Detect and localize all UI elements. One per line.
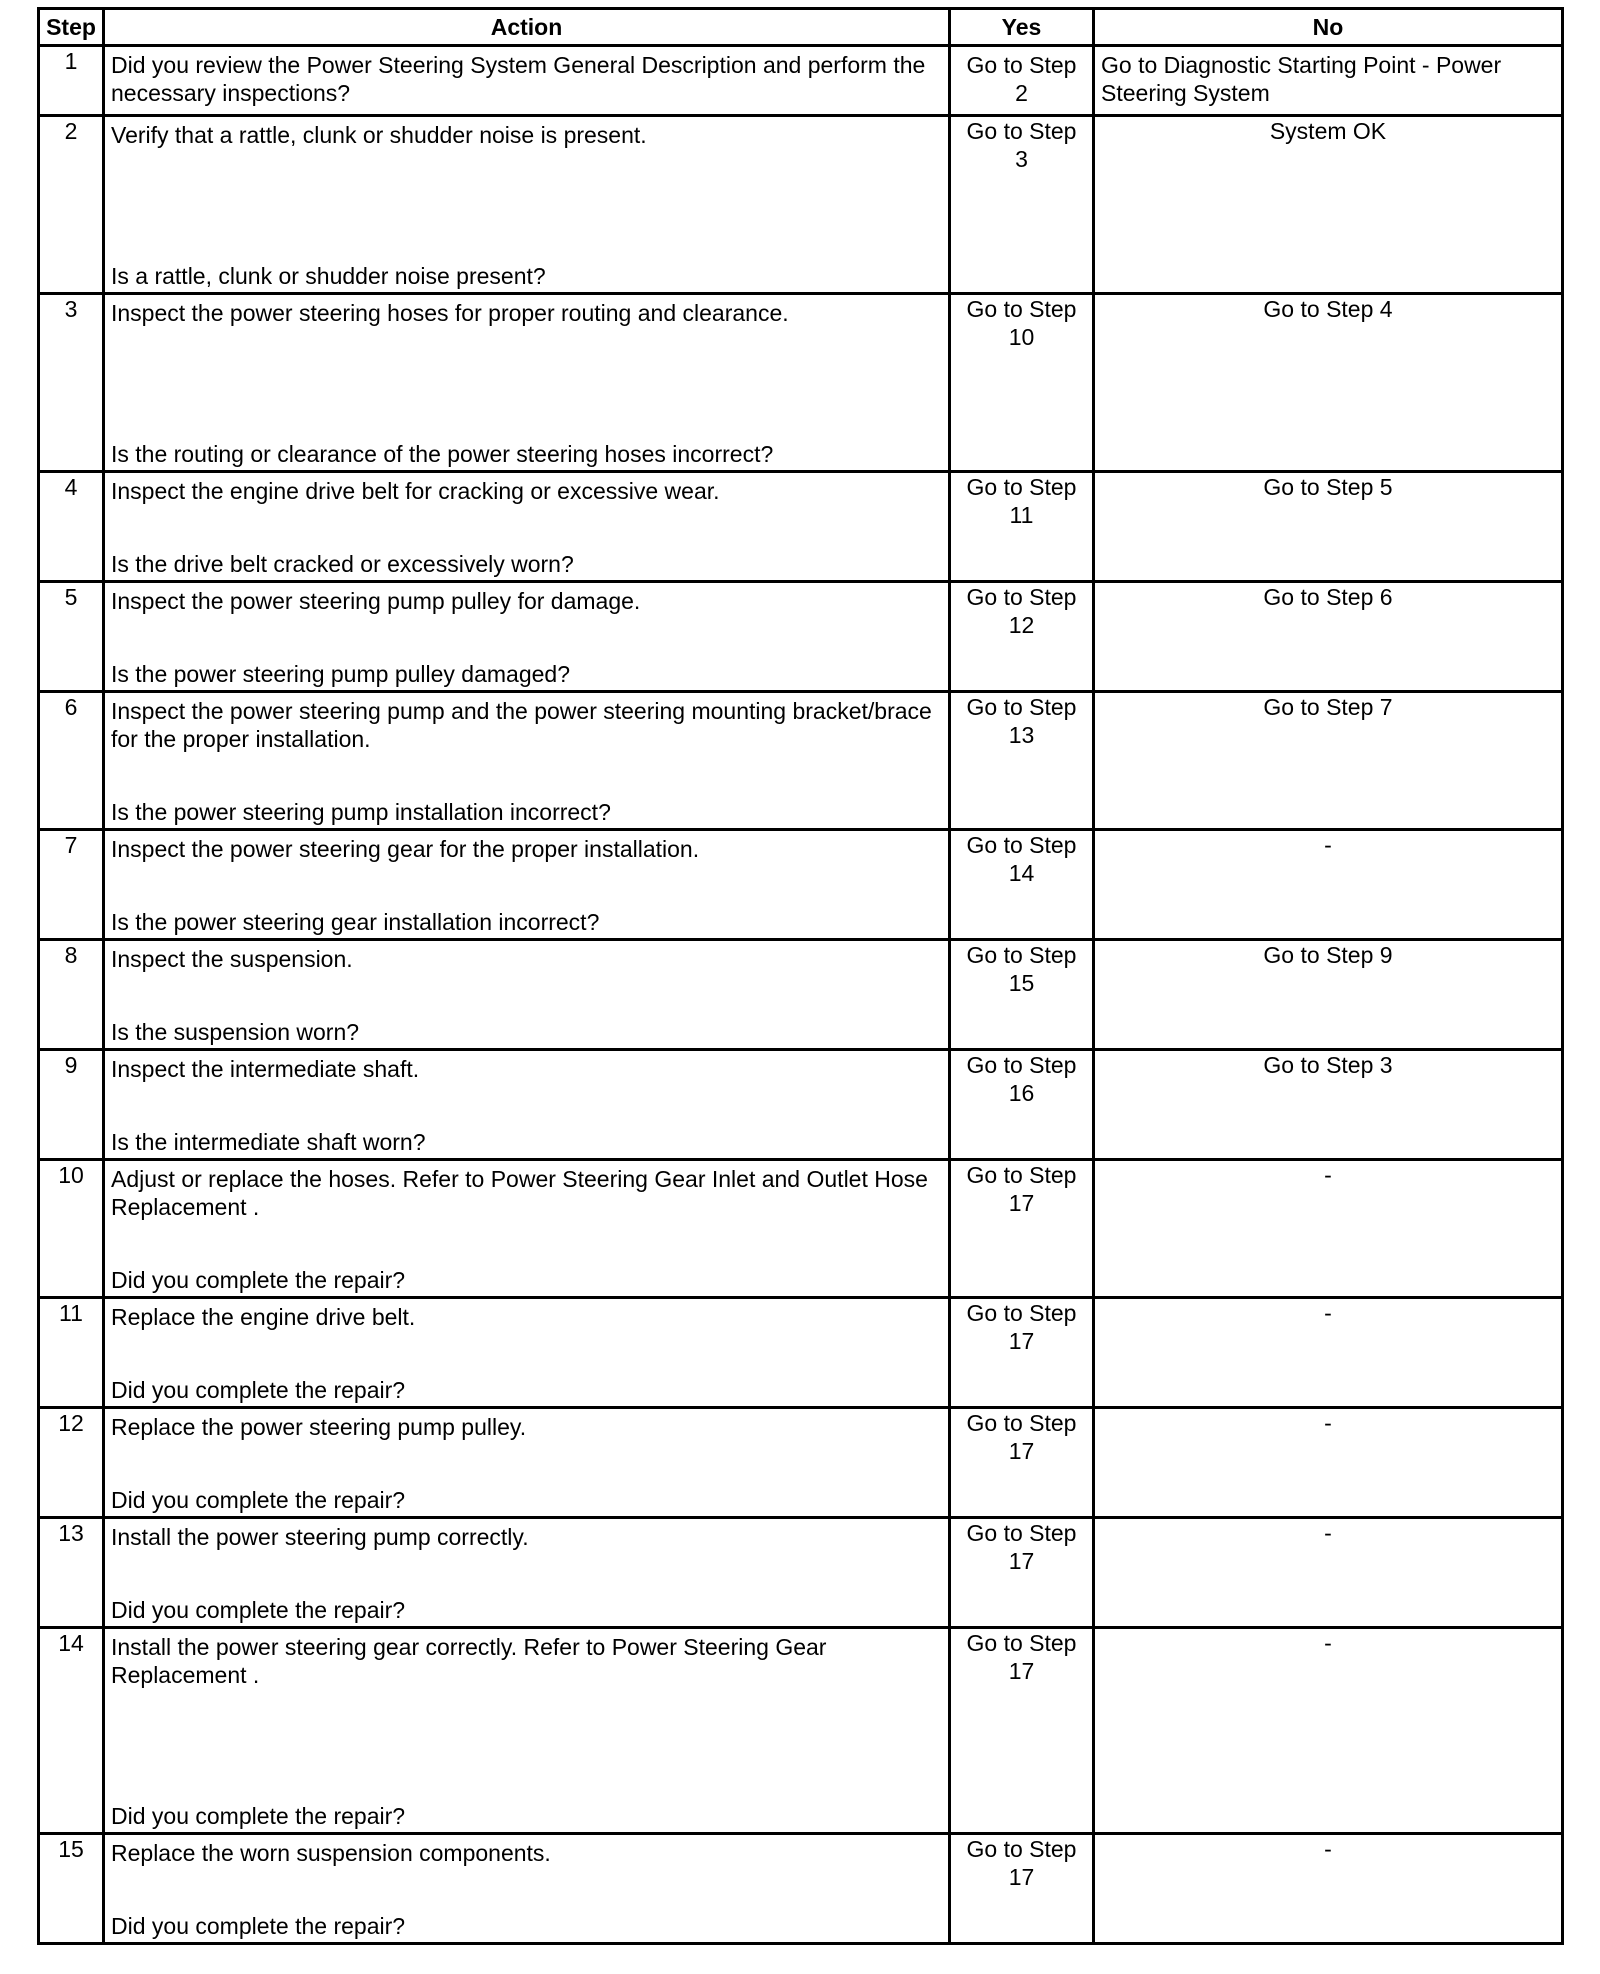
action-question: Did you complete the repair? xyxy=(111,1267,406,1293)
action-cell xyxy=(104,472,950,582)
yes-target-step: 3 xyxy=(1015,146,1028,172)
action-instruction: Did you review the Power Steering System General Description and perform the necessary inspections? xyxy=(111,52,926,106)
action-question: Is the routing or clearance of the power steering hoses incorrect? xyxy=(111,441,774,467)
action-cell xyxy=(104,1834,950,1944)
yes-label: Go to Step xyxy=(966,474,1077,500)
yes-cell xyxy=(950,1518,1094,1628)
table-row xyxy=(39,294,1563,472)
step-number: 1 xyxy=(39,46,104,116)
table-row xyxy=(39,1408,1563,1518)
yes-cell xyxy=(950,582,1094,692)
diagnostic-table xyxy=(37,7,1564,1945)
table-row xyxy=(39,1160,1563,1298)
action-instruction: Replace the worn suspension components. xyxy=(111,1840,551,1866)
header-yes: Yes xyxy=(950,9,1094,46)
yes-target-step: 17 xyxy=(1008,1658,1035,1684)
table-row xyxy=(39,692,1563,830)
yes-cell xyxy=(950,1628,1094,1834)
yes-label: Go to Step xyxy=(966,832,1077,858)
yes-label: Go to Step xyxy=(966,1520,1077,1546)
yes-target-step: 14 xyxy=(1008,860,1035,886)
step-number: 4 xyxy=(39,472,104,582)
no-cell: Go to Step 3 xyxy=(1094,1050,1563,1160)
yes-target-step: 17 xyxy=(1008,1864,1035,1890)
action-instruction: Replace the engine drive belt. xyxy=(111,1304,416,1330)
action-question: Did you complete the repair? xyxy=(111,1377,406,1403)
no-cell: - xyxy=(1094,1518,1563,1628)
yes-cell xyxy=(950,1050,1094,1160)
action-cell xyxy=(104,1050,950,1160)
step-number: 9 xyxy=(39,1050,104,1160)
yes-cell xyxy=(950,830,1094,940)
yes-label: Go to Step xyxy=(966,1162,1077,1188)
yes-cell xyxy=(950,116,1094,294)
step-number: 7 xyxy=(39,830,104,940)
yes-target-step: 17 xyxy=(1008,1438,1035,1464)
action-question: Is the intermediate shaft worn? xyxy=(111,1129,426,1155)
yes-cell xyxy=(950,1298,1094,1408)
no-cell: Go to Step 7 xyxy=(1094,692,1563,830)
yes-cell xyxy=(950,1160,1094,1298)
header-action: Action xyxy=(104,9,950,46)
action-cell xyxy=(104,1408,950,1518)
no-cell: Go to Step 9 xyxy=(1094,940,1563,1050)
action-instruction: Inspect the power steering gear for the proper installation. xyxy=(111,836,700,862)
action-cell xyxy=(104,294,950,472)
action-question: Did you complete the repair? xyxy=(111,1597,406,1623)
action-cell xyxy=(104,1160,950,1298)
action-cell xyxy=(104,1628,950,1834)
table-row xyxy=(39,1050,1563,1160)
table-row xyxy=(39,1518,1563,1628)
no-cell: - xyxy=(1094,1298,1563,1408)
table-row xyxy=(39,940,1563,1050)
table-row xyxy=(39,582,1563,692)
action-instruction: Verify that a rattle, clunk or shudder noise is present. xyxy=(111,122,647,148)
yes-cell xyxy=(950,1834,1094,1944)
table-row xyxy=(39,1628,1563,1834)
action-cell xyxy=(104,46,950,116)
no-cell: Go to Diagnostic Starting Point - Power Steering System xyxy=(1094,46,1563,116)
step-number: 11 xyxy=(39,1298,104,1408)
action-instruction: Inspect the engine drive belt for cracking or excessive wear. xyxy=(111,478,720,504)
action-cell xyxy=(104,1518,950,1628)
action-cell xyxy=(104,940,950,1050)
yes-cell xyxy=(950,692,1094,830)
step-number: 10 xyxy=(39,1160,104,1298)
yes-target-step: 2 xyxy=(1015,80,1028,106)
no-cell: Go to Step 4 xyxy=(1094,294,1563,472)
yes-target-step: 16 xyxy=(1008,1080,1035,1106)
header-row xyxy=(39,9,1563,46)
no-cell: Go to Step 5 xyxy=(1094,472,1563,582)
step-number: 15 xyxy=(39,1834,104,1944)
action-cell xyxy=(104,830,950,940)
no-cell: - xyxy=(1094,830,1563,940)
action-question: Did you complete the repair? xyxy=(111,1487,406,1513)
yes-cell xyxy=(950,1408,1094,1518)
action-instruction: Inspect the power steering pump and the power steering mounting bracket/brace for the proper installation. xyxy=(111,698,932,752)
step-number: 3 xyxy=(39,294,104,472)
yes-label: Go to Step xyxy=(966,584,1077,610)
table-row xyxy=(39,830,1563,940)
action-question: Did you complete the repair? xyxy=(111,1913,406,1939)
no-cell: - xyxy=(1094,1628,1563,1834)
header-step: Step xyxy=(39,9,104,46)
step-number: 13 xyxy=(39,1518,104,1628)
step-number: 6 xyxy=(39,692,104,830)
yes-label: Go to Step xyxy=(966,296,1077,322)
no-cell: Go to Step 6 xyxy=(1094,582,1563,692)
yes-target-step: 12 xyxy=(1008,612,1035,638)
table-row xyxy=(39,1834,1563,1944)
action-instruction: Inspect the intermediate shaft. xyxy=(111,1056,420,1082)
table-row xyxy=(39,116,1563,294)
yes-label: Go to Step xyxy=(966,1836,1077,1862)
action-instruction: Inspect the power steering hoses for proper routing and clearance. xyxy=(111,300,789,326)
action-question: Is the drive belt cracked or excessively worn? xyxy=(111,551,574,577)
action-cell xyxy=(104,582,950,692)
no-cell: - xyxy=(1094,1408,1563,1518)
no-cell: System OK xyxy=(1094,116,1563,294)
step-number: 14 xyxy=(39,1628,104,1834)
action-instruction: Inspect the power steering pump pulley for damage. xyxy=(111,588,641,614)
action-question: Is the power steering pump pulley damaged? xyxy=(111,661,571,687)
action-instruction: Replace the power steering pump pulley. xyxy=(111,1414,527,1440)
yes-cell xyxy=(950,294,1094,472)
header-no: No xyxy=(1094,9,1563,46)
yes-target-step: 17 xyxy=(1008,1190,1035,1216)
action-cell xyxy=(104,1298,950,1408)
step-number: 5 xyxy=(39,582,104,692)
yes-label: Go to Step xyxy=(966,1052,1077,1078)
table-row xyxy=(39,46,1563,116)
table-row xyxy=(39,1298,1563,1408)
yes-target-step: 10 xyxy=(1008,324,1035,350)
action-instruction: Adjust or replace the hoses. Refer to Power Steering Gear Inlet and Outlet Hose Replacement . xyxy=(111,1166,928,1220)
diagnostic-page xyxy=(37,7,1564,1945)
action-question: Did you complete the repair? xyxy=(111,1803,406,1829)
yes-target-step: 13 xyxy=(1008,722,1035,748)
yes-target-step: 11 xyxy=(1009,502,1034,528)
action-question: Is a rattle, clunk or shudder noise present? xyxy=(111,263,546,289)
action-question: Is the power steering gear installation incorrect? xyxy=(111,909,600,935)
step-number: 12 xyxy=(39,1408,104,1518)
table-row xyxy=(39,472,1563,582)
yes-cell xyxy=(950,472,1094,582)
yes-cell xyxy=(950,46,1094,116)
yes-target-step: 15 xyxy=(1008,970,1035,996)
action-instruction: Inspect the suspension. xyxy=(111,946,353,972)
yes-label: Go to Step xyxy=(966,118,1077,144)
yes-label: Go to Step xyxy=(966,52,1077,78)
action-instruction: Install the power steering pump correctly. xyxy=(111,1524,529,1550)
yes-label: Go to Step xyxy=(966,1410,1077,1436)
no-cell: - xyxy=(1094,1160,1563,1298)
yes-label: Go to Step xyxy=(966,942,1077,968)
yes-target-step: 17 xyxy=(1008,1548,1035,1574)
action-question: Is the power steering pump installation incorrect? xyxy=(111,799,611,825)
yes-target-step: 17 xyxy=(1008,1328,1035,1354)
yes-label: Go to Step xyxy=(966,1630,1077,1656)
yes-label: Go to Step xyxy=(966,694,1077,720)
yes-cell xyxy=(950,940,1094,1050)
step-number: 8 xyxy=(39,940,104,1050)
action-cell xyxy=(104,116,950,294)
action-cell xyxy=(104,692,950,830)
yes-label: Go to Step xyxy=(966,1300,1077,1326)
no-cell: - xyxy=(1094,1834,1563,1944)
step-number: 2 xyxy=(39,116,104,294)
action-instruction: Install the power steering gear correctly. Refer to Power Steering Gear Replacement . xyxy=(111,1634,827,1688)
action-question: Is the suspension worn? xyxy=(111,1019,360,1045)
